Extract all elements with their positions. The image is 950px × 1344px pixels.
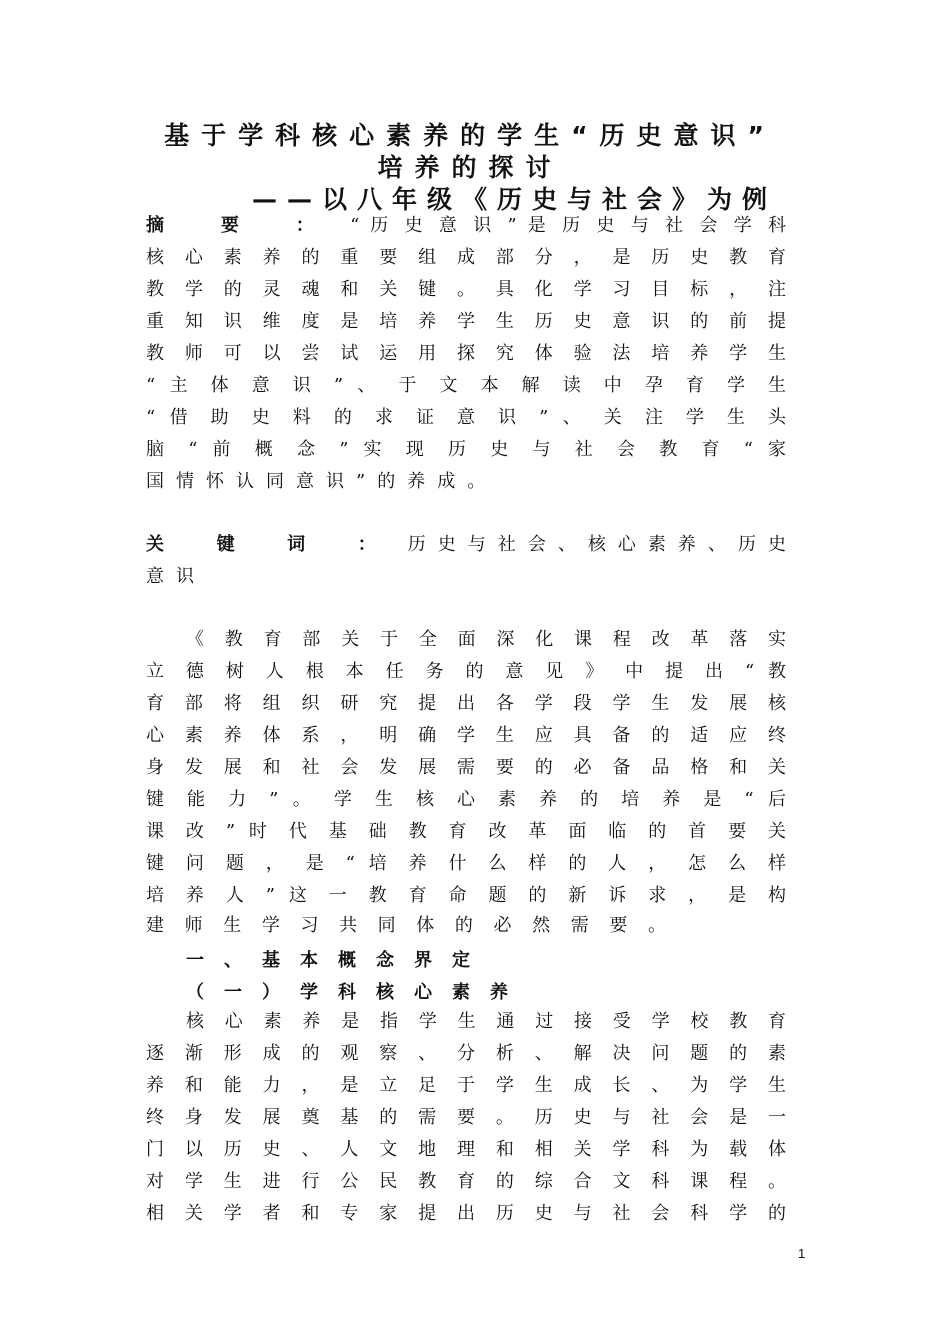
abstract-line: 教 师 可 以 尝 试 运 用 探 究 体 验 法 培 养 学 生 bbox=[146, 343, 786, 364]
abstract-line: 教 学 的 灵 魂 和 关 键 。 具 化 学 习 目 标 ， 注 bbox=[146, 279, 786, 300]
section-heading: 一、基本概念界定 bbox=[186, 950, 490, 971]
paragraph-line: 育 部 将 组 织 研 究 提 出 各 学 段 学 生 发 展 核 bbox=[146, 693, 786, 714]
paragraph-line: 键 能 力 ” 。 学 生 核 心 素 养 的 培 养 是 “ 后 bbox=[146, 789, 786, 810]
abstract-line: “ 借 助 史 料 的 求 证 意 识 ” 、 关 注 学 生 头 bbox=[146, 407, 786, 428]
abstract-line: 脑 “ 前 概 念 ” 实 现 历 史 与 社 会 教 育 “ 家 bbox=[146, 439, 786, 460]
paragraph-line: 对 学 生 进 行 公 民 教 育 的 综 合 文 科 课 程 。 bbox=[146, 1171, 786, 1192]
subsection-heading: （一）学科核心素养 bbox=[186, 982, 528, 1003]
paragraph-line: 养 和 能 力 ， 是 立 足 于 学 生 成 长 、 为 学 生 bbox=[146, 1075, 786, 1096]
paragraph-line: 培 养 人 ” 这 一 教 育 命 题 的 新 诉 求 ， 是 构 bbox=[146, 885, 786, 906]
paragraph-line: 《 教 育 部 关 于 全 面 深 化 课 程 改 革 落 实 bbox=[186, 629, 786, 650]
title-line-2: 培养的探讨 bbox=[377, 153, 563, 182]
paragraph-line: 逐 渐 形 成 的 观 察 、 分 析 、 解 决 问 题 的 素 bbox=[146, 1043, 786, 1064]
keywords-label: 关 键 词 ： bbox=[146, 534, 399, 555]
page-number: 1 bbox=[798, 1246, 806, 1261]
title-line-1: 基于学科核心素养的学生“历史意识” bbox=[164, 121, 776, 150]
abstract-line: 重 知 识 维 度 是 培 养 学 生 历 史 意 识 的 前 提 bbox=[146, 311, 786, 332]
paragraph-line: 键 问 题 ， 是 “ 培 养 什 么 样 的 人 ， 怎 么 样 bbox=[146, 853, 786, 874]
abstract-line: 国情怀认同意识”的养成。 bbox=[146, 471, 498, 492]
subtitle: ——以八年级《历史与社会》为例 bbox=[252, 185, 778, 214]
abstract-line: “ 主 体 意 识 ” 、 于 文 本 解 读 中 孕 育 学 生 bbox=[146, 375, 786, 396]
keywords-line bbox=[146, 533, 786, 557]
paragraph-line: 身 发 展 和 社 会 发 展 需 要 的 必 备 品 格 和 关 bbox=[146, 757, 786, 778]
paragraph-line: 心 素 养 体 系 ， 明 确 学 生 应 具 备 的 适 应 终 bbox=[146, 725, 786, 746]
paragraph-line: 课 改 ” 时 代 基 础 教 育 改 革 面 临 的 首 要 关 bbox=[146, 821, 786, 842]
abstract-line: 核 心 素 养 的 重 要 组 成 部 分 ， 是 历 史 教 育 bbox=[146, 247, 786, 268]
abstract-line bbox=[146, 214, 786, 238]
paragraph-line: 立 德 树 人 根 本 任 务 的 意 见 》 中 提 出 “ 教 bbox=[146, 661, 786, 682]
abstract-text: “ 历 史 意 识 ” 是 历 史 与 社 会 学 科 bbox=[350, 215, 786, 236]
paragraph-line: 终 身 发 展 奠 基 的 需 要 。 历 史 与 社 会 是 一 bbox=[146, 1107, 786, 1128]
paragraph-line: 建 师 生 学 习 共 同 体 的 必 然 需 要 。 bbox=[146, 915, 666, 936]
paragraph-line: 核 心 素 养 是 指 学 生 通 过 接 受 学 校 教 育 bbox=[186, 1011, 786, 1032]
keywords-text: 历 史 与 社 会 、 核 心 素 养 、 历 史 bbox=[407, 534, 786, 555]
paragraph-line: 相 关 学 者 和 专 家 提 出 历 史 与 社 会 科 学 的 bbox=[146, 1203, 786, 1224]
paragraph-line: 门 以 历 史 、 人 文 地 理 和 相 关 学 科 为 载 体 bbox=[146, 1139, 786, 1160]
keywords-line: 意识 bbox=[146, 566, 206, 587]
abstract-label: 摘 要 ： bbox=[146, 215, 340, 236]
